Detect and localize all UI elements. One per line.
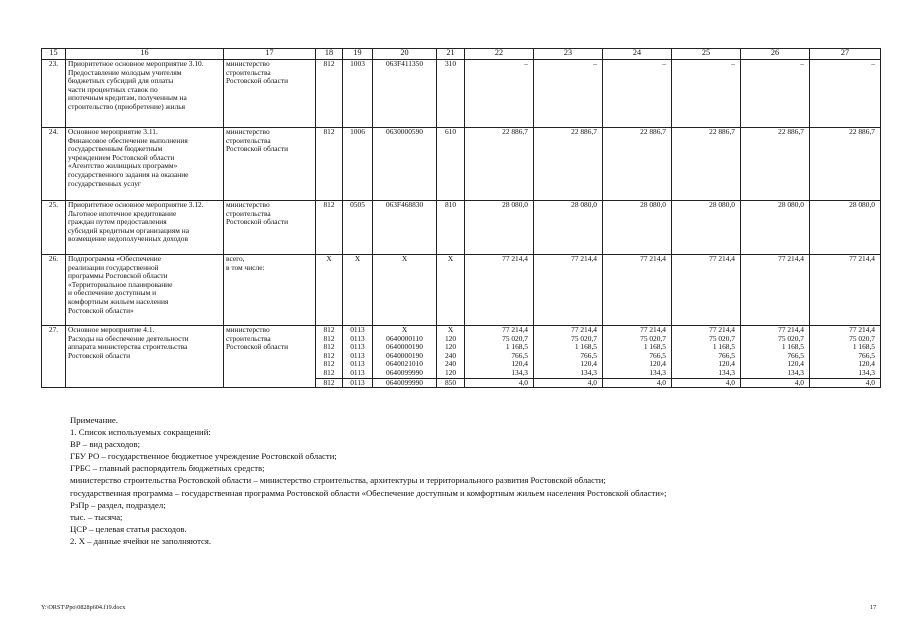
cell-text: 0113 <box>350 367 365 377</box>
cell-text: 22 886,7 <box>709 127 735 136</box>
cell-text: 120 <box>444 333 457 343</box>
cell-text: 812 <box>323 359 335 369</box>
note-line: ЦСР – целевая статья расходов. <box>70 523 187 534</box>
table-cell <box>741 201 810 255</box>
table-cell <box>603 128 672 201</box>
cell-text: аппарата министерства строительства <box>68 342 188 352</box>
cell-text: 75 020,7 <box>778 333 804 343</box>
cell-text: министерство <box>226 127 270 136</box>
table-cell <box>810 201 881 255</box>
cell-text: 75 020,7 <box>709 333 735 343</box>
cell-text: 134,3 <box>649 367 666 377</box>
cell-text: 1 168,5 <box>574 342 597 352</box>
cell-text: X <box>401 325 408 334</box>
cell-text: 120 <box>444 367 457 377</box>
cell-text: и обеспечение доступным и <box>68 288 157 298</box>
cell-text: 120,4 <box>649 359 666 369</box>
item-name-cell <box>66 326 224 388</box>
cell-text: 810 <box>444 200 457 209</box>
cell-text: строительства <box>226 135 271 145</box>
cell-text: 75 020,7 <box>571 333 597 343</box>
cell-text: 26. <box>48 254 59 263</box>
cell-text: учреждением Ростовской области <box>68 152 175 162</box>
table-row <box>42 60 881 128</box>
cell-text: – <box>524 59 528 68</box>
cell-text: 77 214,4 <box>640 325 666 334</box>
table-cell: 4,0 <box>534 378 603 388</box>
cell-text: 812 <box>323 59 335 68</box>
row-number-cell <box>42 60 66 128</box>
table-cell <box>465 255 534 326</box>
table-cell <box>343 326 373 379</box>
table-cell <box>672 128 741 201</box>
table-cell <box>437 255 465 326</box>
cell-text: 240 <box>444 359 457 369</box>
cell-text: 0113 <box>350 350 365 360</box>
cell-text: X <box>447 325 454 334</box>
column-header-row <box>42 49 881 60</box>
cell-text: 134,3 <box>511 367 528 377</box>
note-line: 1. Список используемых сокращений: <box>70 427 211 438</box>
cell-text: министерство <box>226 325 270 334</box>
cell-text: 0113 <box>350 325 365 334</box>
cell-text: Расходы на обеспечение деятельности <box>68 333 189 343</box>
column-header: 18 <box>316 49 343 60</box>
cell-text: 77 214,4 <box>571 325 597 334</box>
table-cell <box>437 128 465 201</box>
cell-text: Ростовской области <box>226 217 289 227</box>
notes-section <box>70 414 870 547</box>
cell-text: Приоритетное основное мероприятие 3.12. <box>68 200 204 209</box>
cell-text: 1 168,5 <box>712 342 735 352</box>
cell-text: 240 <box>444 350 457 360</box>
table-cell <box>437 201 465 255</box>
cell-text: 22 886,7 <box>778 127 804 136</box>
table-cell <box>741 60 810 128</box>
cell-text: 0630000590 <box>386 127 423 136</box>
table-cell: 4,0 <box>603 378 672 388</box>
cell-text: Льготное ипотечное кредитование <box>68 208 177 218</box>
executor-cell <box>224 201 316 255</box>
cell-text: 22 886,7 <box>571 127 597 136</box>
table-cell: 4,0 <box>810 378 881 388</box>
cell-text: 22 886,7 <box>502 127 528 136</box>
table-cell <box>343 60 373 128</box>
table-cell <box>373 128 437 201</box>
table-body <box>42 49 881 388</box>
cell-text: X <box>447 254 454 263</box>
table-cell <box>672 326 741 379</box>
cell-text: 812 <box>323 333 335 343</box>
cell-text: 77 214,4 <box>709 254 735 263</box>
cell-text: возмещение недополученных доходов <box>68 234 188 244</box>
row-number-cell <box>42 201 66 255</box>
cell-text: 0640021010 <box>386 359 423 369</box>
cell-text: X <box>326 254 332 263</box>
table-cell <box>741 255 810 326</box>
cell-text: 77 214,4 <box>849 325 875 334</box>
cell-text: 28 080,0 <box>849 200 875 209</box>
table-cell <box>316 326 343 379</box>
cell-text: – <box>871 59 875 68</box>
row-number-cell <box>42 326 66 388</box>
cell-text: Ростовской области <box>226 76 289 86</box>
cell-text: министерство <box>226 59 270 68</box>
cell-text: 766,5 <box>649 350 666 360</box>
cell-text: министерство <box>226 200 270 209</box>
cell-text: 812 <box>323 342 335 352</box>
row-number-cell <box>42 255 66 326</box>
cell-text: 812 <box>323 350 335 360</box>
table-cell: 0113 <box>343 378 373 388</box>
cell-text: всего, <box>226 254 245 263</box>
table-cell <box>603 60 672 128</box>
cell-text: строительства <box>226 208 271 218</box>
column-header: 24 <box>603 49 672 60</box>
table-cell <box>603 255 672 326</box>
cell-text: 1006 <box>350 127 365 136</box>
cell-text: 812 <box>323 127 335 136</box>
cell-text: 812 <box>323 367 335 377</box>
cell-text: 77 214,4 <box>778 254 804 263</box>
cell-text: 28 080,0 <box>640 200 666 209</box>
item-name-cell <box>66 60 224 128</box>
cell-text: 0640099990 <box>386 367 423 377</box>
table-cell <box>316 201 343 255</box>
table-row <box>42 326 881 379</box>
cell-text: 28 080,0 <box>709 200 735 209</box>
table-cell <box>534 255 603 326</box>
cell-text: 310 <box>444 59 457 68</box>
cell-text: строительство (приобретение) жилья <box>68 101 186 111</box>
cell-text: реализации государственной <box>68 262 159 272</box>
cell-text: 28 080,0 <box>571 200 597 209</box>
cell-text: строительства <box>226 67 271 77</box>
table-cell <box>741 326 810 379</box>
column-header: 26 <box>741 49 810 60</box>
cell-text: 77 214,4 <box>640 254 666 263</box>
cell-text: «Агентство жилищных программ» <box>68 161 178 171</box>
table-cell: 4,0 <box>465 378 534 388</box>
column-header: 25 <box>672 49 741 60</box>
cell-text: государственного задания на оказание <box>68 169 189 179</box>
table-cell <box>343 201 373 255</box>
cell-text: 1 168,5 <box>852 342 875 352</box>
table-cell <box>603 201 672 255</box>
cell-text: строительства <box>226 333 271 343</box>
cell-text: 1 168,5 <box>505 342 528 352</box>
column-header: 27 <box>810 49 881 60</box>
table-cell <box>343 255 373 326</box>
cell-text: 812 <box>323 325 335 334</box>
cell-text: 766,5 <box>511 350 528 360</box>
table-cell <box>437 326 465 379</box>
cell-text: 0640000110 <box>386 333 423 343</box>
note-line: 2. Х – данные ячейки не заполняются. <box>70 535 212 546</box>
cell-text: 134,3 <box>718 367 735 377</box>
table-cell <box>437 60 465 128</box>
cell-text: 22 886,7 <box>640 127 666 136</box>
cell-text: 120 <box>444 342 457 352</box>
cell-text: – <box>800 59 804 68</box>
cell-text: X <box>401 254 408 263</box>
cell-text: – <box>662 59 666 68</box>
cell-text: государственных услуг <box>68 178 141 188</box>
table-cell <box>534 128 603 201</box>
cell-text: Приоритетное основное мероприятие 3.10. <box>68 59 204 68</box>
cell-text: 0113 <box>350 342 365 352</box>
cell-text: 0640000190 <box>386 350 423 360</box>
note-line: ГРБС – главный распорядитель бюджетных средств; <box>70 463 265 474</box>
cell-text: 120,4 <box>858 359 875 369</box>
cell-text: комфортным жильем населения <box>68 296 169 306</box>
table-cell <box>316 255 343 326</box>
cell-text: субсидий кредитным организациям на <box>68 225 190 235</box>
table-cell <box>810 128 881 201</box>
cell-text: 766,5 <box>718 350 735 360</box>
cell-text: 0113 <box>350 359 365 369</box>
cell-text: 75 020,7 <box>502 333 528 343</box>
cell-text: 22 886,7 <box>849 127 875 136</box>
table-row <box>42 255 881 326</box>
cell-text: 23. <box>48 59 59 68</box>
table-cell <box>603 326 672 379</box>
cell-text: программы Ростовской области <box>68 271 168 281</box>
item-name-cell <box>66 201 224 255</box>
cell-text: 24. <box>48 127 59 136</box>
cell-text: 0505 <box>350 200 365 209</box>
column-header: 23 <box>534 49 603 60</box>
executor-cell <box>224 326 316 388</box>
cell-text: 610 <box>444 127 457 136</box>
table-cell <box>534 201 603 255</box>
cell-text: граждан путем предоставления <box>68 217 167 227</box>
cell-text: части процентных ставок по <box>68 84 158 94</box>
cell-text: 766,5 <box>580 350 597 360</box>
table-cell <box>534 60 603 128</box>
cell-text: X <box>354 254 361 263</box>
cell-text: «Территориальное планирование <box>68 279 173 289</box>
cell-text: – <box>593 59 597 68</box>
column-header: 15 <box>42 49 66 60</box>
cell-text: 77 214,4 <box>502 325 528 334</box>
table-cell <box>373 201 437 255</box>
cell-text: 120,4 <box>580 359 597 369</box>
note-line: министерство строительства Ростовской области – министерство строительства, архитектуры и территориального развития Ростовской области; <box>70 475 606 486</box>
cell-text: 27. <box>48 325 59 334</box>
page-number: 17 <box>870 604 877 611</box>
cell-text: ипотечным кредитам, полученным на <box>68 93 187 103</box>
table-cell <box>465 60 534 128</box>
cell-text: 0640000190 <box>386 342 423 352</box>
cell-text: Ростовской области <box>68 350 131 360</box>
table-cell <box>672 255 741 326</box>
table-cell <box>810 60 881 128</box>
budget-table <box>41 48 881 388</box>
column-header: 16 <box>66 49 224 60</box>
table-cell: 812 <box>316 378 343 388</box>
note-line: тыс. – тысяча; <box>70 511 123 522</box>
row-number-cell <box>42 128 66 201</box>
notes-heading: Примечание. <box>70 415 118 425</box>
executor-cell <box>224 255 316 326</box>
table-cell <box>672 201 741 255</box>
cell-text: Основное мероприятие 4.1. <box>68 325 155 334</box>
table-cell <box>534 326 603 379</box>
cell-text: Финансовое обеспечение выполнения <box>68 135 188 145</box>
cell-text: Основное мероприятие 3.11. <box>68 127 158 136</box>
table-row <box>42 201 881 255</box>
note-line: ГБУ РО – государственное бюджетное учреждение Ростовской области; <box>70 451 337 462</box>
table-cell: 4,0 <box>741 378 810 388</box>
cell-text: 28 080,0 <box>778 200 804 209</box>
cell-text: 28 080,0 <box>502 200 528 209</box>
column-header: 20 <box>373 49 437 60</box>
cell-text: 77 214,4 <box>571 254 597 263</box>
cell-text: 77 214,4 <box>709 325 735 334</box>
cell-text: 063F411350 <box>385 59 424 68</box>
table-cell <box>465 128 534 201</box>
cell-text: 75 020,7 <box>849 333 875 343</box>
cell-text: 0113 <box>350 333 365 343</box>
executor-cell <box>224 128 316 201</box>
table-cell <box>316 60 343 128</box>
table-cell <box>741 128 810 201</box>
cell-text: 120,4 <box>787 359 804 369</box>
cell-text: бюджетных субсидий для оплаты <box>68 76 174 86</box>
table-cell: 0640099990 <box>373 378 437 388</box>
column-header: 22 <box>465 49 534 60</box>
note-line: государственная программа – государственная программа Ростовской области «Обеспечение доступным и комфортным жильем населения Ростовской области»; <box>70 487 667 498</box>
table-cell <box>373 60 437 128</box>
table-cell <box>316 128 343 201</box>
table-cell <box>810 326 881 379</box>
cell-text: в том числе: <box>226 262 265 272</box>
cell-text: 1003 <box>350 59 365 68</box>
cell-text: Ростовской области <box>226 144 289 154</box>
cell-text: 25. <box>48 200 59 209</box>
cell-text: 134,3 <box>858 367 875 377</box>
table-cell: 4,0 <box>672 378 741 388</box>
cell-text: 812 <box>323 200 335 209</box>
cell-text: 120,4 <box>718 359 735 369</box>
executor-cell <box>224 60 316 128</box>
cell-text: 1 168,5 <box>643 342 666 352</box>
column-header: 19 <box>343 49 373 60</box>
cell-text: 134,3 <box>580 367 597 377</box>
cell-text: 77 214,4 <box>849 254 875 263</box>
cell-text: 1 168,5 <box>781 342 804 352</box>
cell-text: Ростовской области» <box>68 305 134 315</box>
item-name-cell <box>66 128 224 201</box>
table-cell <box>373 326 437 379</box>
cell-text: 77 214,4 <box>778 325 804 334</box>
table-cell <box>343 128 373 201</box>
table-cell <box>810 255 881 326</box>
cell-text: 77 214,4 <box>502 254 528 263</box>
cell-text: – <box>731 59 735 68</box>
table-row <box>42 128 881 201</box>
cell-text: Предоставление молодым учителям <box>68 67 182 77</box>
table-cell <box>373 255 437 326</box>
note-line: ВР – вид расходов; <box>70 439 140 450</box>
cell-text: 766,5 <box>858 350 875 360</box>
table-cell <box>672 60 741 128</box>
cell-text: 134,3 <box>787 367 804 377</box>
cell-text: Подпрограмма «Обеспечение <box>68 254 162 263</box>
table-cell <box>465 326 534 379</box>
cell-text: 766,5 <box>787 350 804 360</box>
cell-text: 75 020,7 <box>640 333 666 343</box>
cell-text: 063F468830 <box>385 200 424 209</box>
cell-text: государственным бюджетным <box>68 144 163 154</box>
column-header: 21 <box>437 49 465 60</box>
table-cell: 850 <box>437 378 465 388</box>
cell-text: 120,4 <box>511 359 528 369</box>
file-path-footer: Y:\ORST\Ppo\0828p604.f19.docx <box>41 604 126 611</box>
cell-text: Ростовской области <box>226 342 289 352</box>
column-header: 17 <box>224 49 316 60</box>
note-line: РзПр – раздел, подраздел; <box>70 499 166 510</box>
item-name-cell <box>66 255 224 326</box>
table-cell <box>465 201 534 255</box>
